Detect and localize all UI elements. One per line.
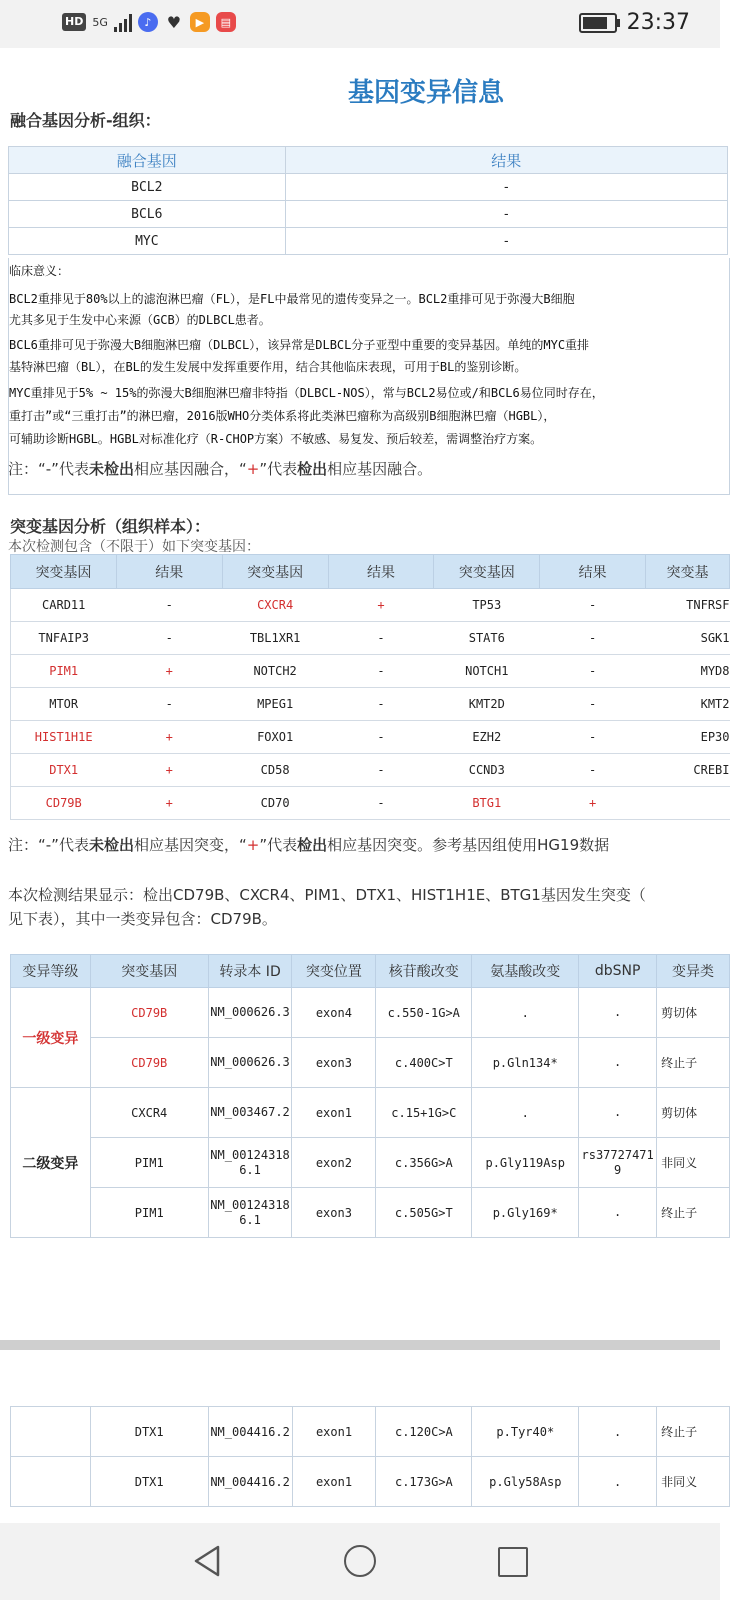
column-header: 变异类 [657,955,730,988]
variant-level-cell [11,1457,91,1507]
result-cell: - [328,721,434,754]
note-text: 注：“-”代表 [8,836,89,854]
exon-cell: exon1 [292,1088,376,1138]
variant-level-cell: 一级变异 [11,988,91,1088]
note-text: ”代表 [259,460,298,478]
gene-cell: FOXO1 [222,721,328,754]
result-cell: - [540,688,646,721]
transcript-cell: NM_000626.3 [208,1038,292,1088]
table-row [11,988,730,1038]
column-header: 突变位置 [292,955,376,988]
result-cell: - [328,787,434,820]
amino-acid-cell: p.Gly58Asp [472,1457,579,1507]
dbsnp-cell: . [579,1088,657,1138]
result-cell: - [540,622,646,655]
transcript-cell: NM_004416.2 [208,1457,292,1507]
note-text: 相应基因突变，“ [133,836,247,854]
mutation-subtitle: 本次检测包含（不限于）如下突变基因： [8,539,260,555]
table-header-row [11,555,730,589]
column-header: 突变基因 [11,555,117,589]
clock: 23:37 [626,10,690,35]
page-divider [0,1340,720,1350]
result-cell: - [540,655,646,688]
column-header: 结果 [285,147,727,174]
play-icon: ▶ [190,12,210,32]
dbsnp-cell: . [579,1407,657,1457]
gene-cell: TBL1XR1 [222,622,328,655]
variant-level-cell [11,1407,91,1457]
gene-cell: MTOR [11,688,117,721]
table-row [9,228,728,255]
table-row [11,688,730,721]
exon-cell: exon1 [292,1457,376,1507]
gene-cell: CCND3 [434,754,540,787]
column-header: dbSNP [579,955,657,988]
variant-table-continued [10,1406,730,1507]
gene-cell: CD70 [222,787,328,820]
table-row [11,787,730,820]
status-right [579,10,690,35]
music-icon: ♪ [138,12,158,32]
gene-cell: EP30 [646,721,730,754]
status-left [62,12,236,32]
table-row [11,1038,730,1088]
home-icon[interactable] [344,1545,376,1577]
column-header: 突变基因 [90,955,208,988]
note-bold: 检出 [297,836,328,854]
clinical-line: BCL6重排可见于弥漫大B细胞淋巴瘤（DLBCL），该异常是DLBCL分子亚型中重要的变异基因。单纯的MYC重排 [9,338,590,352]
summary-line: 见下表），其中一类变异包含：CD79B。 [8,910,277,928]
exon-cell: exon3 [292,1188,376,1238]
result-cell: - [328,688,434,721]
gene-cell: MYD8 [646,655,730,688]
amino-acid-cell: p.Gly169* [472,1188,579,1238]
gene-cell: TNFAIP3 [11,622,117,655]
clinical-line: MYC重排见于5% ~ 15%的弥漫大B细胞淋巴瘤非特指（DLBCL-NOS），常与BCL2易位或/和BCL6易位同时存在， [9,386,604,400]
table-header-row [9,147,728,174]
table-row [11,1188,730,1238]
note-text: 相应基因融合。 [327,460,433,478]
variant-type-cell: 终止子 [657,1038,730,1088]
page-title: 基因变异信息 [348,78,505,108]
note-plus: + [246,836,260,854]
result-cell: - [540,589,646,622]
column-header: 氨基酸改变 [472,955,579,988]
exon-cell: exon4 [292,988,376,1038]
clinical-line: 尤其多见于生发中心来源（GCB）的DLBCL患者。 [9,313,271,327]
amino-acid-cell: . [472,1088,579,1138]
gene-cell: BCL2 [9,174,286,201]
gene-cell: MPEG1 [222,688,328,721]
table-row [9,174,728,201]
column-header: 突变基 [646,555,730,589]
nucleotide-cell: c.505G>T [376,1188,472,1238]
table-row [11,1457,730,1507]
result-cell: - [285,201,727,228]
table-row [11,655,730,688]
battery-icon [579,13,617,33]
gene-cell: CREBI [646,754,730,787]
result-cell: + [116,787,222,820]
variant-type-cell: 剪切体 [657,988,730,1038]
gene-cell: PIM1 [11,655,117,688]
transcript-cell: NM_001243186.1 [208,1138,292,1188]
clinical-label: 临床意义： [9,264,70,278]
gene-cell: KMT2D [434,688,540,721]
table-header-row [11,955,730,988]
clinical-line: 可辅助诊断HGBL。HGBL对标准化疗（R-CHOP方案）不敏感、易复发、预后较差，需调整治疗方案。 [9,432,543,446]
result-cell: - [116,622,222,655]
recent-apps-icon[interactable] [498,1547,528,1577]
nucleotide-cell: c.400C>T [376,1038,472,1088]
heart-icon: ♥ [166,12,182,32]
result-cell: + [116,754,222,787]
column-header: 结果 [116,555,222,589]
gene-cell: PIM1 [90,1188,208,1238]
gene-cell: CXCR4 [222,589,328,622]
table-row [11,1407,730,1457]
variant-type-cell: 剪切体 [657,1088,730,1138]
exon-cell: exon2 [292,1138,376,1188]
column-header: 核苷酸改变 [376,955,472,988]
nucleotide-cell: c.15+1G>C [376,1088,472,1138]
gene-cell: DTX1 [11,754,117,787]
summary-line: 本次检测结果显示：检出CD79B、CXCR4、PIM1、DTX1、HIST1H1E、BTG1基因发生突变（ [8,886,646,904]
table-row [9,201,728,228]
gene-cell: MYC [9,228,286,255]
result-cell: + [540,787,646,820]
table-row [11,1088,730,1138]
transcript-cell: NM_001243186.1 [208,1188,292,1238]
gene-cell: CD79B [11,787,117,820]
gene-cell: CXCR4 [90,1088,208,1138]
result-cell: + [116,721,222,754]
variant-type-cell: 非同义 [657,1138,730,1188]
result-cell: - [328,655,434,688]
result-cell: - [116,688,222,721]
dbsnp-cell: . [579,1457,657,1507]
gene-cell: TNFRSF [646,589,730,622]
column-header: 变异等级 [11,955,91,988]
document[interactable] [0,48,730,1523]
clinical-line: BCL2重排见于80%以上的滤泡淋巴瘤（FL），是FL中最常见的遗传变异之一。BCL2重排可见于弥漫大B细胞 [9,292,575,306]
transcript-cell: NM_003467.2 [208,1088,292,1138]
dbsnp-cell: . [579,1038,657,1088]
result-cell: - [328,622,434,655]
gene-cell: NOTCH1 [434,655,540,688]
column-header: 结果 [328,555,434,589]
nucleotide-cell: c.173G>A [376,1457,472,1507]
signal-icon [114,12,132,32]
note-bold: 检出 [297,460,328,478]
mutation-note [8,834,609,855]
table-row [11,721,730,754]
status-bar [0,0,720,48]
variant-table [10,954,730,1238]
column-header: 突变基因 [434,555,540,589]
mutation-table [10,554,730,820]
gene-cell: TP53 [434,589,540,622]
gene-cell: BTG1 [434,787,540,820]
clinical-line: 基特淋巴瘤（BL），在BL的发生发展中发挥重要作用，结合其他临床表现，可用于BL的鉴别诊断。 [9,360,527,374]
nucleotide-cell: c.550-1G>A [376,988,472,1038]
note-bold: 未检出 [88,836,134,854]
exon-cell: exon3 [292,1038,376,1088]
dbsnp-cell: . [579,1188,657,1238]
clinical-line: 重打击”或“三重打击”的淋巴瘤，2016版WHO分类体系将此类淋巴瘤称为高级别B细胞淋巴瘤（HGBL）， [9,409,556,423]
note-bold: 未检出 [88,460,134,478]
dbsnp-cell: . [579,988,657,1038]
column-header: 融合基因 [9,147,286,174]
book-icon: ▤ [216,12,236,32]
back-icon[interactable] [188,1543,228,1579]
note-text: ”代表 [259,836,298,854]
table-row [11,1138,730,1188]
mutation-section-title: 突变基因分析（组织样本）： [10,517,211,536]
column-header: 结果 [540,555,646,589]
gene-cell: NOTCH2 [222,655,328,688]
transcript-cell: NM_000626.3 [208,988,292,1038]
gene-cell: CARD11 [11,589,117,622]
gene-cell: HIST1H1E [11,721,117,754]
gene-cell: DTX1 [90,1407,208,1457]
gene-cell: BCL6 [9,201,286,228]
note-plus: + [246,460,260,478]
network-label: 5G [92,15,108,29]
variant-type-cell: 非同义 [657,1457,730,1507]
gene-cell: SGK1 [646,622,730,655]
gene-cell: CD79B [90,1038,208,1088]
result-cell: - [328,754,434,787]
gene-cell: CD79B [90,988,208,1038]
hd-badge: HD [62,13,86,31]
gene-cell: STAT6 [434,622,540,655]
result-cell: - [285,228,727,255]
nucleotide-cell: c.356G>A [376,1138,472,1188]
fusion-table [8,146,728,255]
column-header: 突变基因 [222,555,328,589]
table-row [11,754,730,787]
note-text: 相应基因突变。参考基因组使用HG19数据 [327,836,610,854]
result-cell: + [116,655,222,688]
result-cell: - [540,721,646,754]
amino-acid-cell: p.Gly119Asp [472,1138,579,1188]
navigation-bar [0,1523,720,1600]
exon-cell: exon1 [292,1407,376,1457]
amino-acid-cell: p.Tyr40* [472,1407,579,1457]
table-row [11,622,730,655]
result-cell: + [328,589,434,622]
gene-cell: PIM1 [90,1138,208,1188]
nucleotide-cell: c.120C>A [376,1407,472,1457]
gene-cell: DTX1 [90,1457,208,1507]
gene-cell: EZH2 [434,721,540,754]
dbsnp-cell: rs377274719 [579,1138,657,1188]
variant-level-cell: 二级变异 [11,1088,91,1238]
result-cell: - [285,174,727,201]
gene-cell: KMT2 [646,688,730,721]
transcript-cell: NM_004416.2 [208,1407,292,1457]
column-header: 转录本 ID [208,955,292,988]
note-text: 注：“-”代表 [8,460,89,478]
amino-acid-cell: p.Gln134* [472,1038,579,1088]
fusion-note [8,458,432,479]
gene-cell [646,787,730,820]
amino-acid-cell: . [472,988,579,1038]
variant-type-cell: 终止子 [657,1188,730,1238]
result-cell: - [540,754,646,787]
fusion-section-title: 融合基因分析-组织： [10,111,161,130]
note-text: 相应基因融合，“ [133,460,247,478]
result-cell: - [116,589,222,622]
gene-cell: CD58 [222,754,328,787]
variant-type-cell: 终止子 [657,1407,730,1457]
table-row [11,589,730,622]
